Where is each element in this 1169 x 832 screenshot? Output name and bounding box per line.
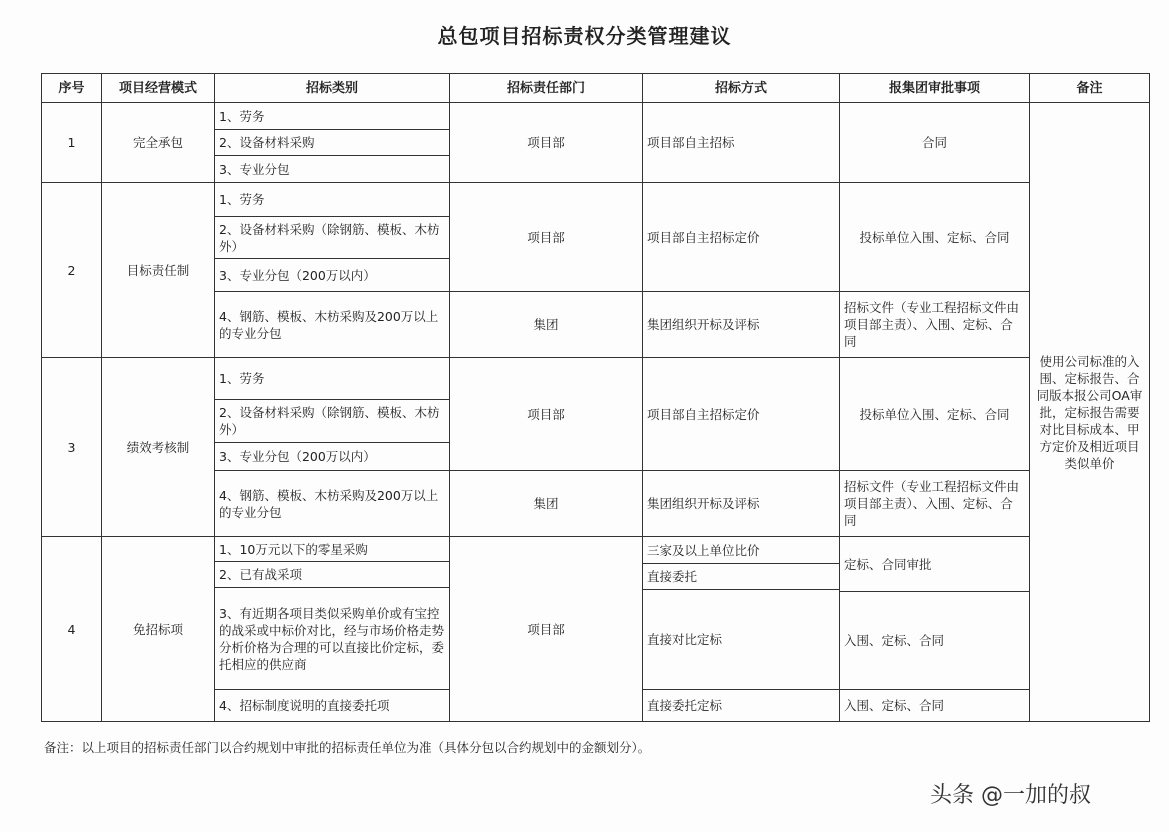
tender-category: 1、劳务 [214, 182, 450, 217]
group-approval: 招标文件（专业工程招标文件由项目部主责）、入围、定标、合同 [839, 470, 1030, 537]
tender-category: 3、有近期各项目类似采购单价或有宝控的战采或中标价对比，经与市场价格走势分析价格为合理的可以直接比价定标，委托相应的供应商 [214, 587, 450, 690]
group-approval: 定标、合同审批 [839, 536, 1030, 592]
row-number: 3 [41, 357, 102, 537]
footnote: 备注：以上项目的招标责任部门以合约规划中审批的招标责任单位为准（具体分包以合约规划中的金额划分）。 [44, 740, 651, 755]
responsible-dept: 集团 [449, 470, 643, 537]
tender-method: 直接对比定标 [642, 589, 840, 690]
group-approval: 投标单位入围、定标、合同 [839, 357, 1030, 471]
operation-mode: 绩效考核制 [101, 357, 215, 537]
responsible-dept: 项目部 [449, 102, 643, 183]
tender-category: 2、已有战采项 [214, 561, 450, 588]
group-approval: 投标单位入围、定标、合同 [839, 182, 1030, 292]
tender-method: 项目部自主招标定价 [642, 182, 840, 292]
column-header: 报集团审批事项 [839, 73, 1030, 103]
tender-category: 2、设备材料采购（除钢筋、模板、木枋外） [214, 216, 450, 259]
operation-mode: 完全承包 [101, 102, 215, 183]
group-approval: 入围、定标、合同 [839, 689, 1030, 722]
responsible-dept: 项目部 [449, 182, 643, 292]
tender-method: 三家及以上单位比价 [642, 536, 840, 564]
group-approval: 招标文件（专业工程招标文件由项目部主责）、入围、定标、合同 [839, 291, 1030, 358]
tender-category: 1、劳务 [214, 357, 450, 400]
tender-category: 4、钢筋、模板、木枋采购及200万以上的专业分包 [214, 291, 450, 358]
remark-cell: 使用公司标准的入围、定标报告、合同版本报公司OA审批，定标报告需要对比目标成本、甲方定价及相近项目类似单价 [1029, 102, 1150, 722]
tender-method: 项目部自主招标定价 [642, 357, 840, 471]
responsible-dept: 集团 [449, 291, 643, 358]
operation-mode: 目标责任制 [101, 182, 215, 358]
responsible-dept: 项目部 [449, 357, 643, 471]
tender-category: 3、专业分包 [214, 155, 450, 183]
tender-category: 4、招标制度说明的直接委托项 [214, 689, 450, 722]
watermark: 头条 @一加的叔 [930, 783, 1091, 808]
column-header: 项目经营模式 [101, 73, 215, 103]
responsible-dept: 项目部 [449, 536, 643, 722]
tender-category: 2、设备材料采购（除钢筋、模板、木枋外） [214, 399, 450, 443]
tender-method: 直接委托定标 [642, 689, 840, 722]
column-header: 序号 [41, 73, 102, 103]
tender-category: 3、专业分包（200万以内） [214, 258, 450, 292]
page-title: 总包项目招标责权分类管理建议 [437, 24, 732, 48]
row-number: 1 [41, 102, 102, 183]
operation-mode: 免招标项 [101, 536, 215, 722]
column-header: 招标方式 [642, 73, 840, 103]
tender-method: 直接委托 [642, 563, 840, 590]
column-header: 招标责任部门 [449, 73, 643, 103]
tender-category: 1、劳务 [214, 102, 450, 130]
column-header: 招标类别 [214, 73, 450, 103]
row-number: 4 [41, 536, 102, 722]
tender-category: 3、专业分包（200万以内） [214, 442, 450, 471]
row-number: 2 [41, 182, 102, 358]
tender-method: 项目部自主招标 [642, 102, 840, 183]
tender-category: 4、钢筋、模板、木枋采购及200万以上的专业分包 [214, 470, 450, 537]
tender-method: 集团组织开标及评标 [642, 470, 840, 537]
tender-method: 集团组织开标及评标 [642, 291, 840, 358]
column-header: 备注 [1029, 73, 1150, 103]
tender-category: 2、设备材料采购 [214, 129, 450, 156]
group-approval: 入围、定标、合同 [839, 591, 1030, 690]
tender-category: 1、10万元以下的零星采购 [214, 536, 450, 562]
group-approval: 合同 [839, 102, 1030, 183]
